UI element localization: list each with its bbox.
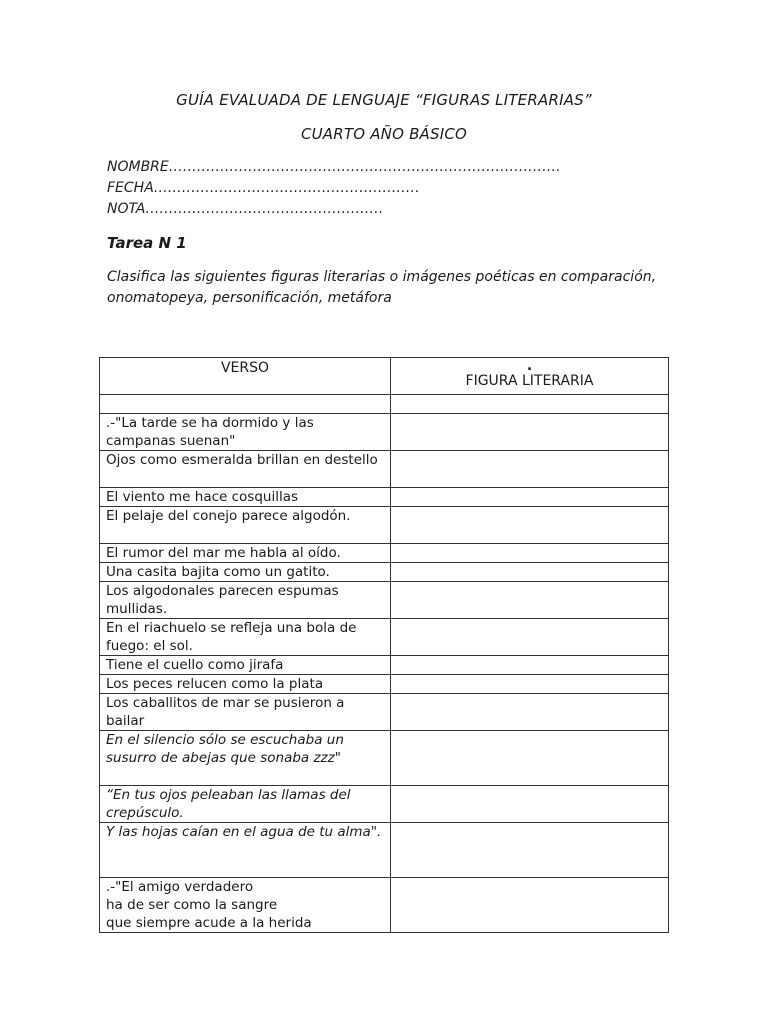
verso-cell: Los algodonales parecen espumas mullidas.: [100, 582, 391, 619]
figura-answer-cell[interactable]: [391, 878, 669, 933]
figura-answer-cell[interactable]: [391, 786, 669, 823]
verso-cell: Los peces relucen como la plata: [100, 675, 391, 694]
table-row: [100, 488, 669, 507]
figura-answer-cell[interactable]: [391, 563, 669, 582]
page-subtitle: CUARTO AÑO BÁSICO: [300, 125, 468, 143]
header-verso: VERSO: [100, 358, 391, 395]
figura-answer-cell[interactable]: [391, 694, 669, 731]
table-row: [100, 582, 669, 619]
task-instruction: Clasifica las siguientes figuras literarias o imágenes poéticas en comparación, onomatopeya, personificación, metáfora: [107, 269, 657, 306]
verso-cell: .-"El amigo verdadero ha de ser como la sangre que siempre acude a la herida: [100, 878, 391, 933]
figura-answer-cell[interactable]: [391, 395, 669, 414]
figura-answer-cell[interactable]: [391, 507, 669, 544]
figura-answer-cell[interactable]: [391, 451, 669, 488]
table-row: [100, 619, 669, 656]
table-row: [100, 507, 669, 544]
table-row: [100, 563, 669, 582]
grade-field[interactable]: NOTA……………………………………………: [107, 201, 384, 217]
verso-cell: Y las hojas caían en el agua de tu alma".: [100, 823, 391, 878]
page-title: GUÍA EVALUADA DE LENGUAJE “FIGURAS LITERARIAS”: [176, 91, 592, 109]
verso-cell: Ojos como esmeralda brillan en destello: [100, 451, 391, 488]
table-row: [100, 731, 669, 786]
header-figura-label: FIGURA LITERARIA: [465, 373, 594, 389]
figures-table: [99, 357, 669, 933]
verso-cell: Los caballitos de mar se pusieron a bailar: [100, 694, 391, 731]
table-row: [100, 451, 669, 488]
verso-cell: .-"La tarde se ha dormido y las campanas suenan": [100, 414, 391, 451]
table-row: [100, 414, 669, 451]
verso-cell: “En tus ojos peleaban las llamas del crepúsculo.: [100, 786, 391, 823]
figura-answer-cell[interactable]: [391, 731, 669, 786]
verso-cell: El rumor del mar me habla al oído.: [100, 544, 391, 563]
header-dot: .: [526, 358, 533, 374]
table-row: [100, 675, 669, 694]
verso-cell: El viento me hace cosquillas: [100, 488, 391, 507]
verso-cell: Tiene el cuello como jirafa: [100, 656, 391, 675]
verso-cell: Una casita bajita como un gatito.: [100, 563, 391, 582]
figura-answer-cell[interactable]: [391, 488, 669, 507]
table-row: [100, 823, 669, 878]
figura-answer-cell[interactable]: [391, 582, 669, 619]
verso-cell: El pelaje del conejo parece algodón.: [100, 507, 391, 544]
verso-cell: [100, 395, 391, 414]
table-row: [100, 694, 669, 731]
table-row: [100, 786, 669, 823]
table-row: [100, 544, 669, 563]
table-row: [100, 395, 669, 414]
verso-cell: En el riachuelo se refleja una bola de fuego: el sol.: [100, 619, 391, 656]
table-row: [100, 878, 669, 933]
header-figura: [391, 358, 669, 395]
figura-answer-cell[interactable]: [391, 414, 669, 451]
figura-answer-cell[interactable]: [391, 675, 669, 694]
table-row: [100, 656, 669, 675]
figura-answer-cell[interactable]: [391, 656, 669, 675]
date-field[interactable]: FECHA…………………………………………………: [107, 180, 420, 196]
verso-cell: En el silencio sólo se escuchaba un susurro de abejas que sonaba zzz": [100, 731, 391, 786]
task-label: Tarea N 1: [107, 234, 187, 252]
figura-answer-cell[interactable]: [391, 544, 669, 563]
figura-answer-cell[interactable]: [391, 823, 669, 878]
figura-answer-cell[interactable]: [391, 619, 669, 656]
table-header-row: [100, 358, 669, 395]
name-field[interactable]: NOMBRE…………………………………………………………………………: [107, 159, 561, 175]
